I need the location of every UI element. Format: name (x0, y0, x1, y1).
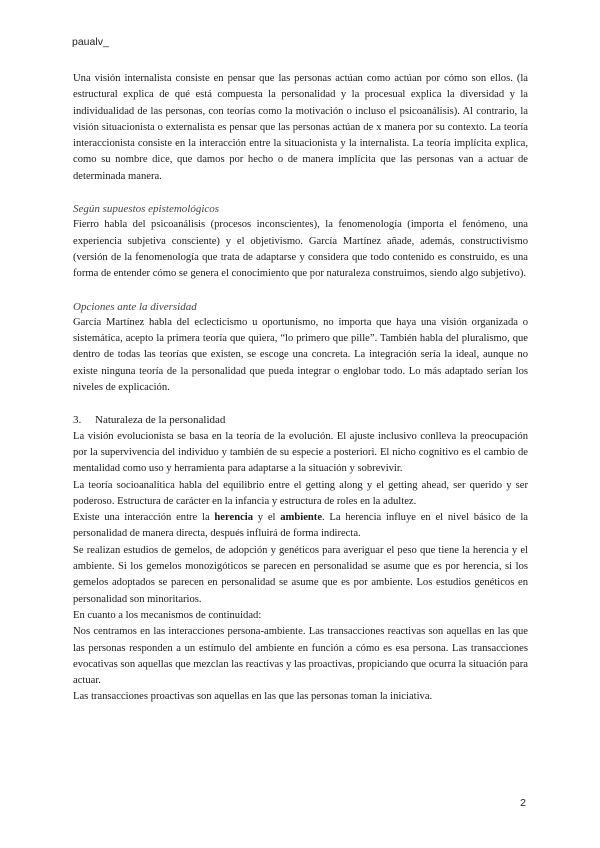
paragraph-herencia-ambiente (73, 510, 528, 543)
subtitle-epistemologicos: Según supuestos epistemológicos (73, 203, 220, 216)
paragraph-socioanalitica: La teoría socioanalítica habla del equilibrio entre el getting along y el getting ahead, ser querido y ser poderoso. Estructura de carácter en la infancia y estructura de roles en la adultez. (73, 479, 528, 507)
paragraph-transacciones: Nos centramos en las interacciones persona-ambiente. Las transacciones reactivas son aquellas en las que las personas responden a un estímulo del ambiente en función a cómo es esa persona. Las transacciones evocativas son aquellas que mezclan las reactivas y las proactivas, propiciando que ocurra la situación para actuar. (73, 626, 528, 687)
text-run: . La herencia influye en el nivel básico de la personalidad de manera directa, después influirá de forma indirecta. (73, 512, 529, 540)
page-number: 2 (520, 797, 526, 809)
paragraph-eclecticismo: García Martínez habla del eclecticismo u oportunismo, no importa que haya una visión organizada o sistemática, acepto la primera teoría que quiera, “lo primero que pille”. También habla del pluralismo, que dentro de todas las teorías que existen, se escoge una concreta. La integración sería la ideal, aunque no existe ninguna teoría de la personalidad que pueda integrar o englobar todo. Lo más adaptado serían los niveles de explicación. (73, 316, 528, 394)
document-body (73, 71, 528, 706)
section-title: Naturaleza de la personalidad (95, 414, 226, 427)
bold-herencia: herencia (214, 512, 254, 524)
subtitle-diversidad: Opciones ante la diversidad (73, 300, 197, 313)
text-run: Existe una interacción entre la (73, 512, 215, 524)
paragraph-evolucionista: La visión evolucionista se basa en la teoría de la evolución. El ajuste inclusivo conlleva la preocupación por la supervivencia del individuo y también de su especie a posteriori. El nicho cognitivo es el cambio de mentalidad como uso y herramienta para adaptarse a la situación y sobrevivir. (73, 430, 528, 475)
header-author: paualv_ (72, 36, 109, 48)
section-heading (73, 412, 528, 428)
paragraph-internalista: Una visión internalista consiste en pensar que las personas actúan como actúan por cómo son ellos. (la estructural explica de qué está compuesta la personalidad y la procesual explica la diversidad y la individualidad de las personas, con teorías como la motivación o incluso el psicoanálisis). Al contrario, la visión situacionista o externalista es pensar que las personas actúan de x manera por su contexto. La teoría interaccionista consiste en la interacción entre la situacionista y la internalista. La teoría implícita explica, como su nombre dice, que damos por hecho o de manera implícita que las personas van a actuar de determinada manera. (73, 73, 528, 182)
section-number: 3. (73, 414, 82, 427)
paragraph-fierro: Fierro habla del psicoanálisis (procesos inconscientes), la fenomenología (importa el fenómeno, una experiencia subjetiva consciente) y el objetivismo. García Martínez añade, además, constructivismo (versión de la fenomenología que trata de adaptarse y considera que todo contenido es construido, es una forma de entender cómo se genera el conocimiento que por naturaleza construimos, siendo algo subjetivo). (73, 219, 528, 280)
paragraph-proactivas: Las transacciones proactivas son aquellas en las que las personas toman la iniciativa. (73, 691, 433, 703)
text-run: y el (253, 512, 281, 524)
bold-ambiente: ambiente (280, 512, 323, 524)
paragraph-continuidad: En cuanto a los mecanismos de continuidad: (73, 609, 262, 621)
paragraph-gemelos: Se realizan estudios de gemelos, de adopción y genéticos para averiguar el peso que tiene la herencia y el ambiente. Si los gemelos monozigóticos se parecen en personalidad se asume que es por herencia, si los gemelos adoptados se parecen en personalidad se asume que es por ambiente. Los estudios genéticos en personalidad son minoritarios. (73, 544, 528, 605)
